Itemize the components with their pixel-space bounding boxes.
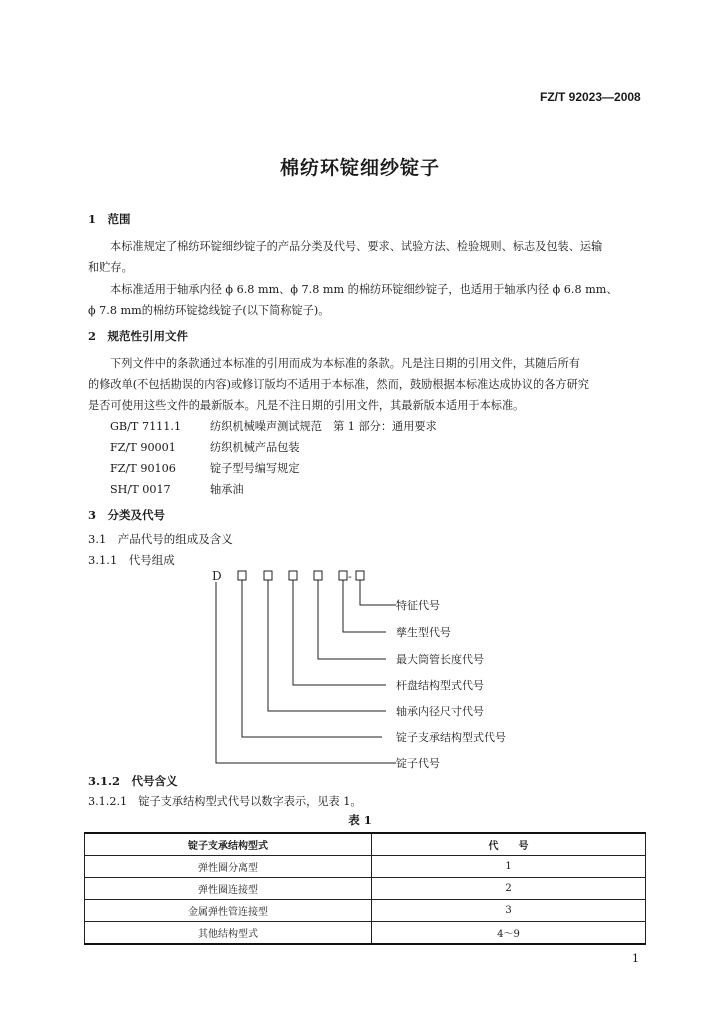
- section-2-heading: 2 规范性引用文件: [88, 329, 189, 343]
- diagram-label-feature: 特征代号: [396, 599, 440, 612]
- code-box: [264, 571, 272, 580]
- table-row: [85, 900, 646, 922]
- reference-code: GB/T 7111.1: [110, 420, 182, 433]
- s1-para2-line1: 本标准适用于轴承内径 ϕ 6.8 mm、ϕ 7.8 mm 的棉纺环锭细纱锭子，也适用于轴承内径 ϕ 6.8 mm、: [110, 283, 618, 296]
- diagram-label-bearing-size: 轴承内径尺寸代号: [396, 705, 484, 718]
- s1-para1-line2: 和贮存。: [88, 261, 133, 274]
- reference-code: SH/T 0017: [110, 483, 171, 496]
- s2-para-line2: 的修改单(不包括勘误的内容)或修订版均不适用于本标准，然而，鼓励根据本标准达成协议的各方研究: [88, 378, 589, 391]
- section-3-1-2-1-text: 3.1.2.1 锭子支承结构型式代号以数字表示，见表 1。: [88, 795, 362, 808]
- code-box: [238, 571, 246, 580]
- diagram-label-tube-length: 最大筒管长度代号: [396, 653, 484, 666]
- reference-title: 纺织机械产品包装: [210, 441, 300, 454]
- page-number: 1: [632, 952, 639, 965]
- standard-code: FZ/T 92023—2008: [540, 90, 641, 104]
- reference-code: FZ/T 90106: [110, 462, 176, 475]
- s1-para2-line2: ϕ 7.8 mm的棉纺环锭捻线锭子(以下简称锭子)。: [88, 304, 330, 317]
- table-row: [85, 878, 646, 900]
- table-cell: 其他结构型式: [85, 922, 372, 945]
- section-1-heading: 1 范围: [88, 212, 131, 226]
- diagram-label-derivative: 孳生型代号: [396, 626, 451, 639]
- leader-line: [268, 580, 386, 711]
- reference-code: FZ/T 90001: [110, 441, 176, 454]
- table-cell: 2: [372, 878, 646, 900]
- table-cell: 弹性圈分离型: [85, 856, 372, 878]
- diagram-dash: -: [348, 570, 352, 583]
- document-title: 棉纺环锭细纱锭子: [279, 157, 440, 179]
- reference-title: 锭子型号编写规定: [210, 462, 300, 475]
- section-3-1-heading: 3.1 产品代号的组成及含义: [88, 532, 233, 546]
- s2-para-line3: 是否可使用这些文件的最新版本。凡是不注日期的引用文件，其最新版本适用于本标准。: [88, 399, 525, 412]
- table-row: [85, 856, 646, 878]
- s2-para-line1: 下列文件中的条款通过本标准的引用而成为本标准的条款。凡是注日期的引用文件，其随后所有: [110, 357, 580, 370]
- code-box: [314, 571, 322, 580]
- leader-line: [360, 580, 396, 605]
- table-caption: 表 1: [348, 813, 372, 827]
- table-cell: 1: [372, 856, 646, 878]
- leader-line: [216, 582, 396, 763]
- leader-line: [343, 580, 386, 632]
- table-row: [85, 922, 646, 945]
- table-1: [84, 832, 646, 945]
- table-header-cell: 代 号: [372, 833, 646, 856]
- section-3-heading: 3 分类及代号: [88, 508, 166, 522]
- reference-title: 纺织机械噪声测试规范 第 1 部分：通用要求: [210, 420, 437, 433]
- table-cell: 3: [372, 900, 646, 922]
- leader-line: [318, 580, 386, 659]
- code-box: [356, 571, 364, 580]
- code-box: [339, 571, 347, 580]
- table-cell: 弹性圈连接型: [85, 878, 372, 900]
- section-3-1-2-heading: 3.1.2 代号含义: [88, 774, 178, 788]
- diagram-prefix: D: [212, 569, 222, 583]
- section-3-1-1-heading: 3.1.1 代号组成: [88, 553, 175, 567]
- diagram-label-spindle: 锭子代号: [396, 757, 440, 770]
- reference-title: 轴承油: [210, 483, 244, 496]
- table-header-row: [85, 833, 646, 856]
- code-box: [289, 571, 297, 580]
- table-cell: 金属弹性管连接型: [85, 900, 372, 922]
- table-cell: 4～9: [372, 922, 646, 945]
- table-header-cell: 锭子支承结构型式: [85, 833, 372, 856]
- diagram-label-support-structure: 锭子支承结构型式代号: [396, 731, 506, 744]
- diagram-label-blade-whorl: 杆盘结构型式代号: [396, 679, 484, 692]
- s1-para1-line1: 本标准规定了棉纺环锭细纱锭子的产品分类及代号、要求、试验方法、检验规则、标志及包装、运输: [110, 240, 603, 253]
